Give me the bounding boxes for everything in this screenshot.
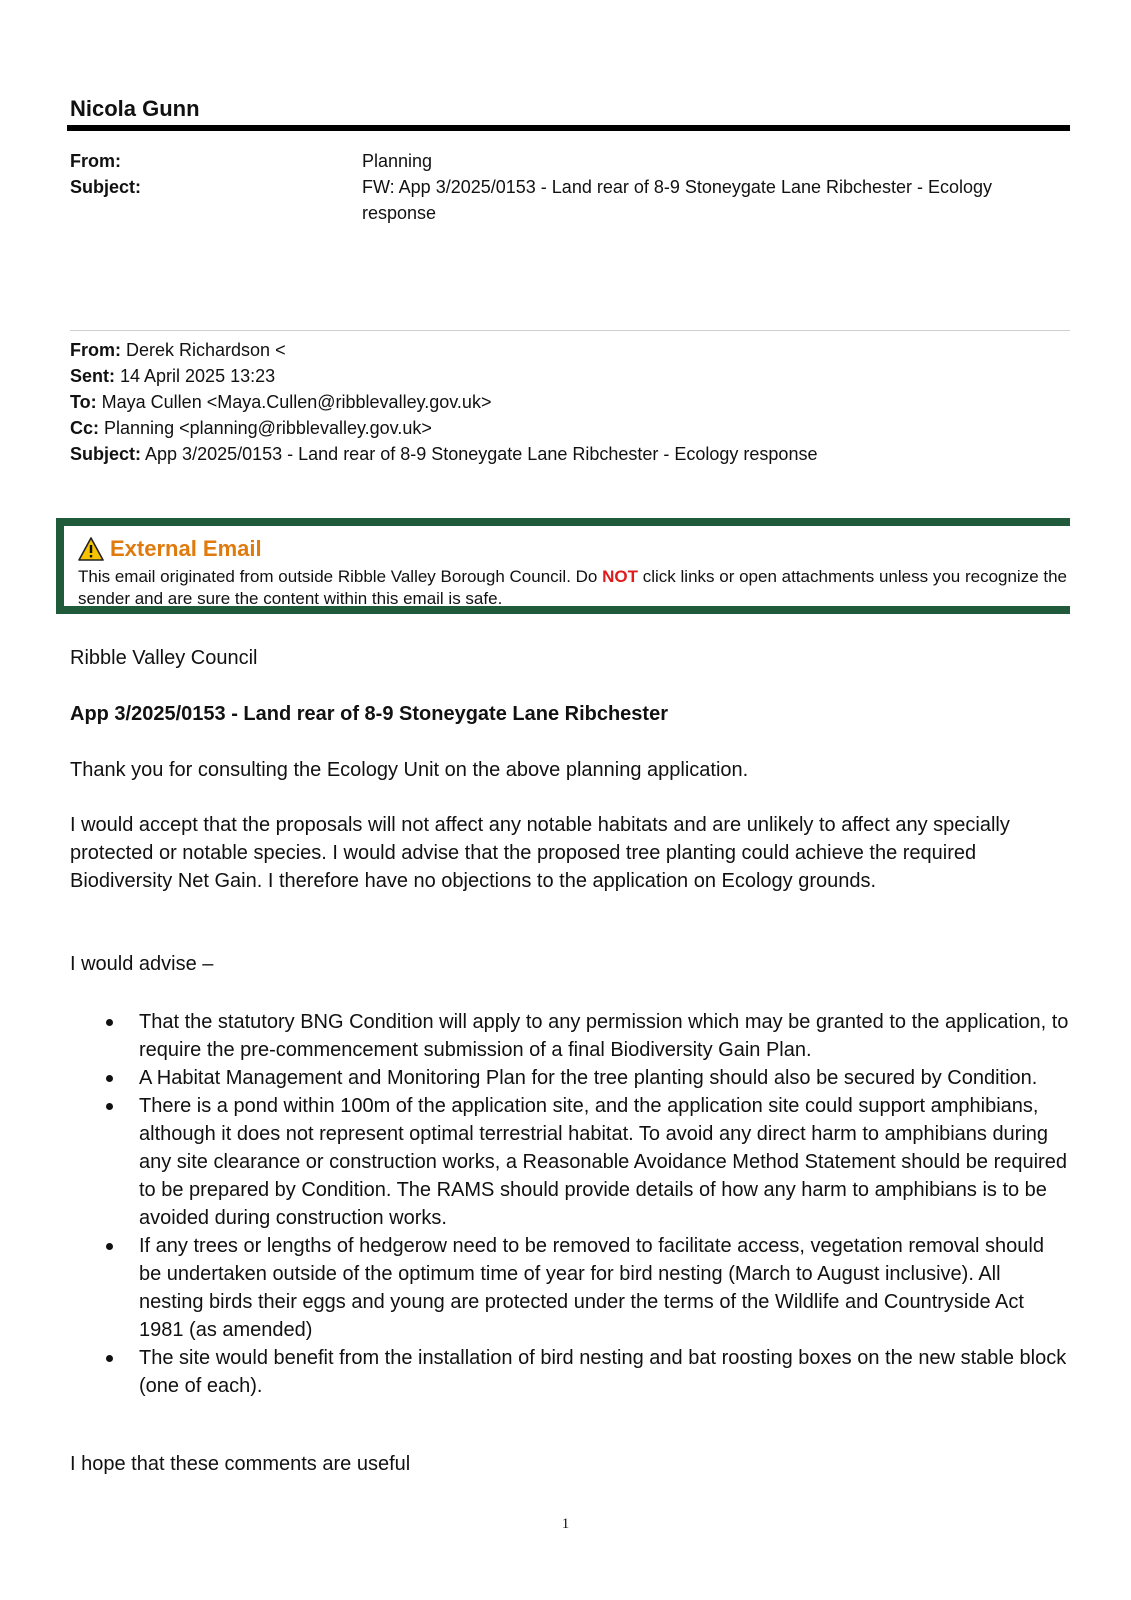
list-item <box>70 1344 1070 1400</box>
application-heading: App 3/2025/0153 - Land rear of 8-9 Stoneygate Lane Ribchester <box>70 703 668 725</box>
external-email-banner <box>56 518 1070 614</box>
fwd-to-line <box>70 389 817 415</box>
advice-list <box>70 1008 1070 1400</box>
fwd-sent-line <box>70 363 817 389</box>
banner-not-emphasis: NOT <box>602 567 639 586</box>
list-item-text: That the statutory BNG Condition will apply to any permission which may be granted to the application, to require the pre-commencement submission of a final Biodiversity Gain Plan. <box>139 1011 1069 1061</box>
forwarded-header <box>70 337 817 467</box>
fwd-cc-line <box>70 415 817 441</box>
bullet-icon <box>106 1243 113 1250</box>
list-item <box>70 1008 1070 1064</box>
fwd-from-line <box>70 337 817 363</box>
advise-intro: I would advise – <box>70 953 214 975</box>
fwd-subject-line <box>70 441 817 467</box>
header-from-value: Planning <box>362 151 433 171</box>
fwd-subject-value: App 3/2025/0153 - Land rear of 8-9 Stoneygate Lane Ribchester - Ecology response <box>141 444 818 464</box>
banner-title-row <box>78 536 262 562</box>
fwd-from-label: From: <box>70 340 121 360</box>
list-item <box>70 1092 1070 1232</box>
email-owner-name: Nicola Gunn <box>70 96 200 121</box>
warning-icon <box>78 537 104 561</box>
paragraph-assessment: I would accept that the proposals will not affect any notable habitats and are unlikely to affect any specially protected or notable species. I would advise that the proposed tree planting could achieve the required Biodiversity Net Gain. I therefore have no objections to the application on Ecology grounds. <box>70 814 1010 892</box>
fwd-from-value: Derek Richardson < <box>121 340 286 360</box>
fwd-sent-value: 14 April 2025 13:23 <box>115 366 276 386</box>
fwd-to-label: To: <box>70 392 97 412</box>
header-divider <box>70 330 1070 331</box>
list-item <box>70 1232 1070 1344</box>
fwd-subject-label: Subject: <box>70 444 142 464</box>
banner-message <box>78 566 1068 610</box>
bullet-icon <box>106 1355 113 1362</box>
owner-divider <box>67 125 1070 131</box>
fwd-to-value: Maya Cullen <Maya.Cullen@ribblevalley.gov.uk> <box>96 392 492 412</box>
fwd-sent-label: Sent: <box>70 366 115 386</box>
list-item <box>70 1064 1070 1092</box>
list-item-text: A Habitat Management and Monitoring Plan for the tree planting should also be secured by Condition. <box>139 1067 1038 1089</box>
page-number: 1 <box>561 1516 570 1532</box>
banner-text-after: click links or open attachments unless you recognize the sender and are sure the content within this email is safe. <box>78 567 1068 608</box>
bullet-icon <box>106 1019 113 1026</box>
header-from-label: From: <box>70 151 121 171</box>
header-subject-label: Subject: <box>70 177 142 197</box>
list-item-text: The site would benefit from the installation of bird nesting and bat roosting boxes on the new stable block (one of each). <box>139 1347 1067 1397</box>
list-item-text: There is a pond within 100m of the application site, and the application site could support amphibians, although it does not represent optimal terrestrial habitat. To avoid any direct harm to amphibians during any site clearance or construction works, a Reasonable Avoidance Method Statement should be required to be prepared by Condition. The RAMS should provide details of how any harm to amphibians is to be avoided during construction works. <box>139 1095 1067 1229</box>
bullet-icon <box>106 1103 113 1110</box>
fwd-cc-label: Cc: <box>70 418 100 438</box>
list-item-text: If any trees or lengths of hedgerow need to be removed to facilitate access, vegetation removal should be undertaken outside of the optimum time of year for bird nesting (March to August inclusive). All nesting birds their eggs and young are protected under the terms of the Wildlife and Countryside Act 1981 (as amended) <box>139 1235 1044 1341</box>
banner-title: External Email <box>110 536 262 561</box>
header-subject-value: FW: App 3/2025/0153 - Land rear of 8-9 Stoneygate Lane Ribchester - Ecology response <box>362 177 993 223</box>
fwd-cc-value: Planning <planning@ribblevalley.gov.uk> <box>99 418 432 438</box>
banner-text-before: This email originated from outside Ribble Valley Borough Council. Do <box>78 567 603 586</box>
paragraph-thanks: Thank you for consulting the Ecology Unit on the above planning application. <box>70 759 749 781</box>
closing-line: I hope that these comments are useful <box>70 1453 411 1475</box>
salutation: Ribble Valley Council <box>70 647 258 669</box>
bullet-icon <box>106 1075 113 1082</box>
